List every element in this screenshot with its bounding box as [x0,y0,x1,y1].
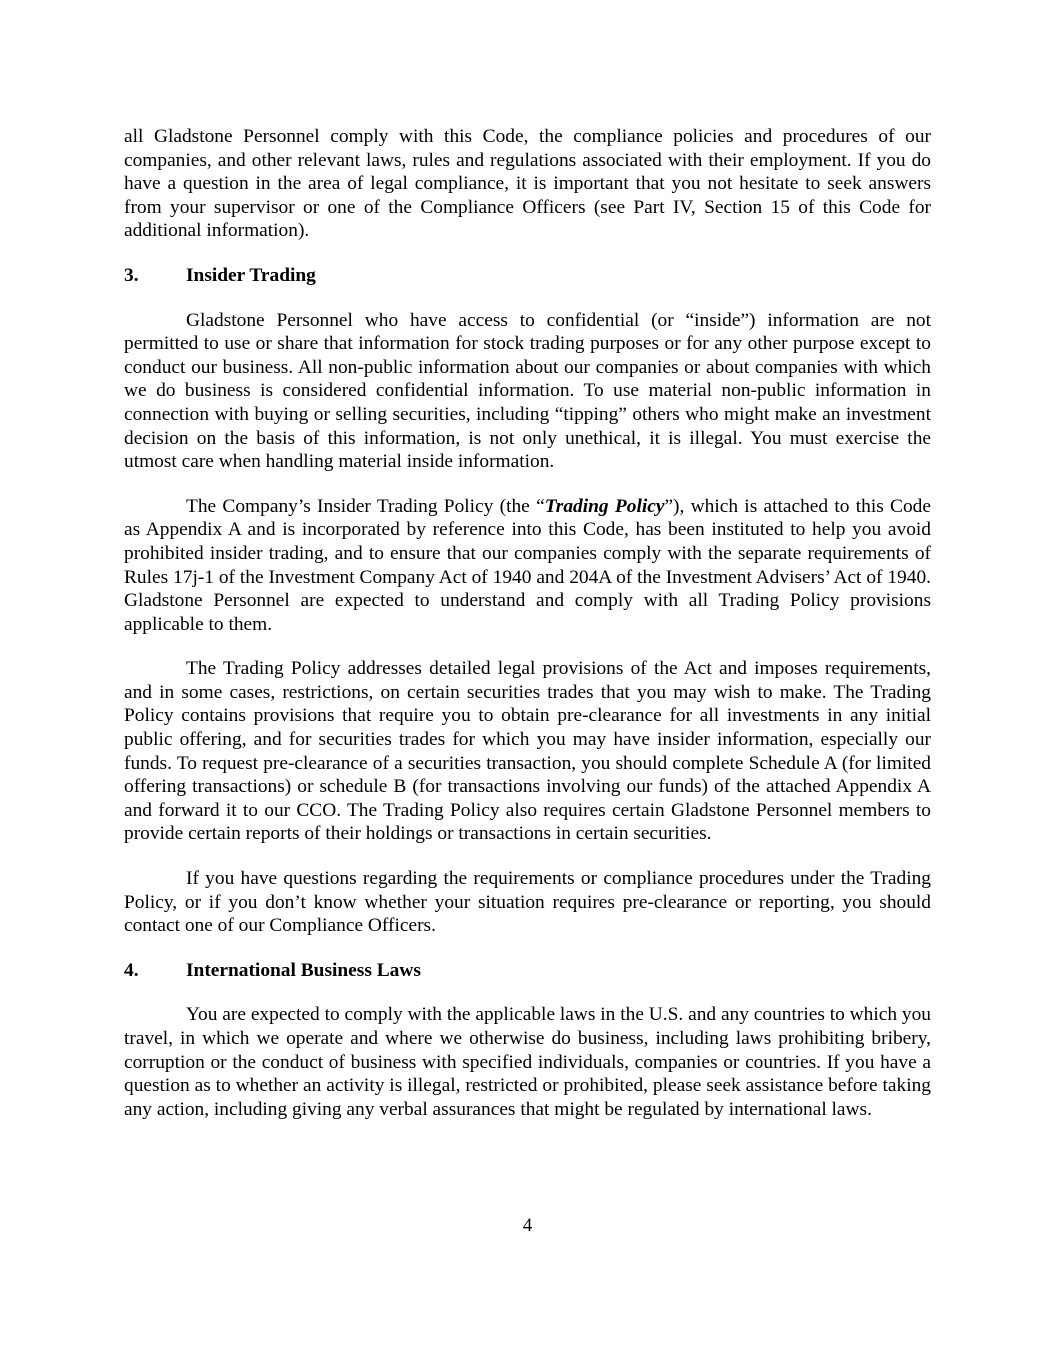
insider-trading-paragraph-1: Gladstone Personnel who have access to confidential (or “inside”) information are not permitted to use or share that information for stock trading purposes or for any other purpose except to conduct our business. All non-public information about our companies or about companies with which we do business is considered confidential information. To use material non-public information in connection with buying or selling securities, including “tipping” others who might make an investment decision on the basis of this information, is not only unethical, it is illegal. You must exercise the utmost care when handling material inside information. [124,309,931,473]
section-number: 3. [124,264,139,286]
intro-paragraph: all Gladstone Personnel comply with this Code, the compliance policies and procedures of our companies, and other relevant laws, rules and regulations associated with their employment. If you do have a question in the area of legal compliance, it is important that you not hesitate to seek answers from your supervisor or one of the Compliance Officers (see Part IV, Section 15 of this Code for additional information). [124,126,931,242]
section-title: Insider Trading [186,264,316,286]
section-number: 4. [124,959,139,981]
page-number: 4 [522,1215,533,1236]
insider-trading-paragraph-2 [124,495,931,637]
insider-trading-paragraph-4: If you have questions regarding the requirements or compliance procedures under the Trading Policy, or if you don’t know whether your situation requires pre-clearance or reporting, you should contact one of our Compliance Officers. [124,868,931,937]
insider-trading-paragraph-3: The Trading Policy addresses detailed legal provisions of the Act and imposes requirements, and in some cases, restrictions, on certain securities trades that you may wish to make. The Trading Policy contains provisions that require you to obtain pre-clearance for all investments in any initial public offering, and for securities trades for which you may have insider information, especially our funds. To request pre-clearance of a securities transaction, you should complete Schedule A (for limited offering transactions) or schedule B (for transactions involving our funds) of the attached Appendix A and forward it to our CCO. The Trading Policy also requires certain Gladstone Personnel members to provide certain reports of their holdings or transactions in certain securities. [124,658,931,845]
international-laws-paragraph-1: You are expected to comply with the applicable laws in the U.S. and any countries to which you travel, in which we operate and where we otherwise do business, including laws prohibiting bribery, corruption or the conduct of business with specified individuals, companies or countries. If you have a question as to whether an activity is illegal, restricted or prohibited, please seek assistance before taking any action, including giving any verbal assurances that might be regulated by international laws. [124,1004,931,1120]
paragraph-text-before: The Company’s Insider Trading Policy (the “ [186,495,545,517]
section-title: International Business Laws [186,959,421,981]
section-heading-insider-trading [124,264,931,288]
section-heading-international-business-laws [124,959,931,983]
paragraph-text-after: ”), which is attached to this Code as Appendix A and is incorporated by reference into this Code, has been instituted to help you avoid prohibited insider trading, and to ensure that our companies comply with the separate requirements of Rules 17j-1 of the Investment Company Act of 1940 and 204A of the Investment Advisers’ Act of 1940. Gladstone Personnel are expected to understand and comply with all Trading Policy provisions applicable to them. [124,495,931,635]
document-page [124,125,931,1121]
defined-term-trading-policy: Trading Policy [544,495,665,517]
